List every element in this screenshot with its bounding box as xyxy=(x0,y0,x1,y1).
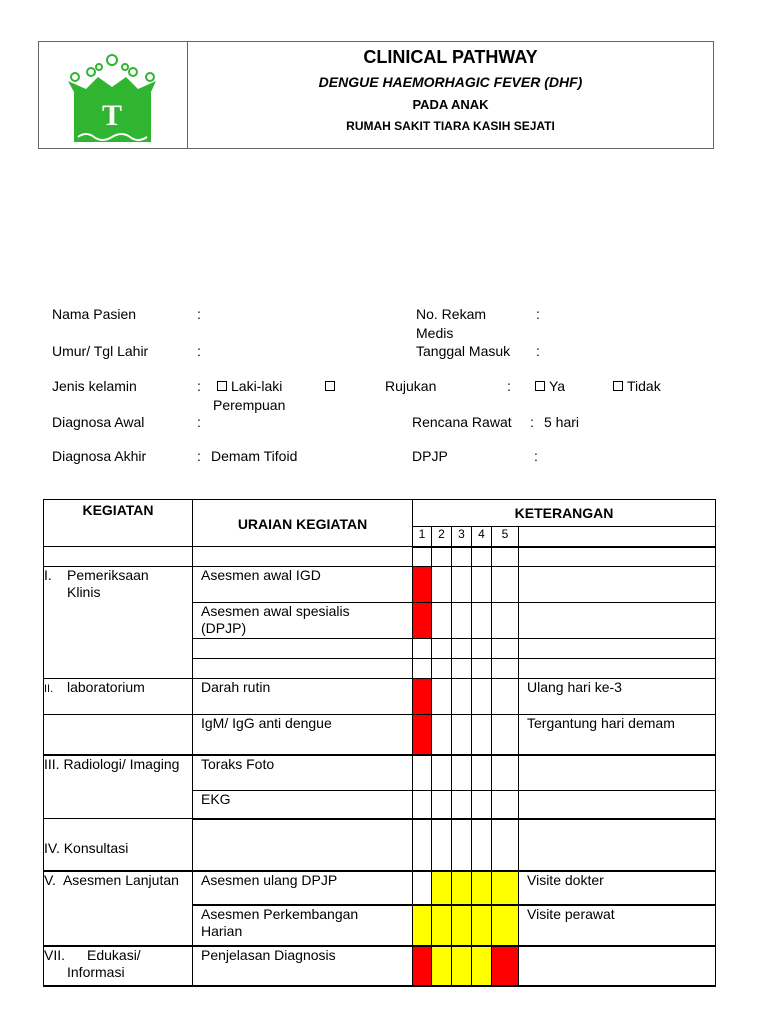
header-titles xyxy=(188,42,713,148)
checkbox-icon xyxy=(613,381,623,391)
day-5: 5 xyxy=(492,527,519,547)
table-row xyxy=(44,871,716,905)
day-4: 4 xyxy=(472,527,492,547)
cell-optional xyxy=(492,905,519,946)
table-row xyxy=(44,715,716,755)
item-igm-igg: IgM/ IgG anti dengue xyxy=(193,715,413,755)
label-perempuan: Perempuan xyxy=(213,397,286,413)
cell-optional xyxy=(452,946,472,986)
value-rencana-rawat: 5 hari xyxy=(544,414,580,430)
label-rekam-medis-1: No. Rekam xyxy=(416,306,487,322)
header-keterangan: KETERANGAN xyxy=(413,500,716,527)
table-row xyxy=(44,679,716,715)
table-row xyxy=(44,946,716,986)
cell-optional xyxy=(492,871,519,905)
header-kegiatan: KEGIATAN xyxy=(44,500,193,547)
cell-optional xyxy=(472,871,492,905)
document-audience: PADA ANAK xyxy=(412,97,489,112)
label-dpjp: DPJP xyxy=(412,448,448,464)
day-2: 2 xyxy=(432,527,452,547)
item-asesmen-spesialis: Asesmen awal spesialis (DPJP) xyxy=(193,603,413,639)
cell-optional xyxy=(472,946,492,986)
note-visite-dokter: Visite dokter xyxy=(519,871,716,905)
section-radiologi: III. Radiologi/ Imaging xyxy=(44,755,193,819)
item-asesmen-perkembangan: Asesmen Perkembangan Harian xyxy=(193,905,413,946)
cell-optional xyxy=(432,905,452,946)
value-diagnosa-akhir: Demam Tifoid xyxy=(211,448,298,464)
cell-required xyxy=(413,567,432,603)
section-asesmen-lanjutan: V. Asesmen Lanjutan xyxy=(44,871,193,946)
colon: : xyxy=(536,343,540,359)
document-subtitle: DENGUE HAEMORHAGIC FEVER (DHF) xyxy=(318,74,583,90)
label-rekam-medis-2: Medis xyxy=(416,325,454,341)
checkbox-icon xyxy=(217,381,227,391)
checkbox-ya[interactable]: Ya xyxy=(535,378,565,395)
checkbox-tidak[interactable]: Tidak xyxy=(613,378,661,395)
cell-optional xyxy=(432,946,452,986)
checkbox-icon xyxy=(325,381,335,391)
colon: : xyxy=(197,414,201,430)
document-header xyxy=(38,41,714,149)
colon: : xyxy=(507,378,511,394)
label-tanggal-masuk: Tanggal Masuk xyxy=(416,343,511,359)
cell-optional xyxy=(452,905,472,946)
colon: : xyxy=(534,448,538,464)
section-pemeriksaan-klinis: I. Pemeriksaan Klinis xyxy=(44,567,193,679)
hospital-name: RUMAH SAKIT TIARA KASIH SEJATI xyxy=(346,119,555,133)
checkbox-perempuan[interactable] xyxy=(325,378,339,395)
label-rujukan: Rujukan xyxy=(385,378,437,394)
cell-required xyxy=(492,946,519,986)
logo-cell xyxy=(39,42,188,148)
cell-required xyxy=(413,679,432,715)
note-visite-perawat: Visite perawat xyxy=(519,905,716,946)
table-row xyxy=(44,755,716,791)
colon: : xyxy=(530,414,534,430)
day-3: 3 xyxy=(452,527,472,547)
item-toraks-foto: Toraks Foto xyxy=(193,755,413,791)
svg-text:T: T xyxy=(101,99,123,132)
label-diagnosa-akhir: Diagnosa Akhir xyxy=(52,448,147,464)
label-nama-pasien: Nama Pasien xyxy=(52,306,137,322)
item-ekg: EKG xyxy=(193,791,413,819)
label-jenis-kelamin: Jenis kelamin xyxy=(52,378,137,394)
note-igm-igg: Tergantung hari demam xyxy=(519,715,716,755)
cell-optional xyxy=(413,905,432,946)
cell-required xyxy=(413,946,432,986)
day-1: 1 xyxy=(413,527,432,547)
table-row xyxy=(44,567,716,603)
checkbox-icon xyxy=(535,381,545,391)
item-penjelasan-diagnosis: Penjelasan Diagnosis xyxy=(193,946,413,986)
cell-optional xyxy=(432,871,452,905)
item-asesmen-ulang-dpjp: Asesmen ulang DPJP xyxy=(193,871,413,905)
colon: : xyxy=(197,343,201,359)
label-diagnosa-awal: Diagnosa Awal xyxy=(52,414,145,430)
label-umur: Umur/ Tgl Lahir xyxy=(52,343,149,359)
table-row xyxy=(44,547,716,567)
table-row xyxy=(44,819,716,871)
header-uraian: URAIAN KEGIATAN xyxy=(193,500,413,547)
section-edukasi-informasi: VII. Edukasi/ Informasi xyxy=(44,946,193,986)
note-darah-rutin: Ulang hari ke-3 xyxy=(519,679,716,715)
colon: : xyxy=(197,306,201,322)
item-darah-rutin: Darah rutin xyxy=(193,679,413,715)
clinical-pathway-table xyxy=(43,499,716,987)
cell-required xyxy=(413,603,432,639)
item-asesmen-igd: Asesmen awal IGD xyxy=(193,567,413,603)
colon: : xyxy=(197,448,201,464)
colon: : xyxy=(197,378,201,394)
cell-optional xyxy=(452,871,472,905)
cell-required xyxy=(413,715,432,755)
checkbox-laki-laki[interactable]: Laki-laki xyxy=(217,378,282,395)
colon: : xyxy=(536,306,540,322)
cell-optional xyxy=(472,905,492,946)
section-laboratorium: II. laboratorium xyxy=(44,679,193,715)
label-rencana-rawat: Rencana Rawat xyxy=(412,414,512,430)
document-title: CLINICAL PATHWAY xyxy=(363,47,538,67)
section-konsultasi: IV. Konsultasi xyxy=(44,819,193,871)
hospital-crown-logo xyxy=(66,51,159,148)
